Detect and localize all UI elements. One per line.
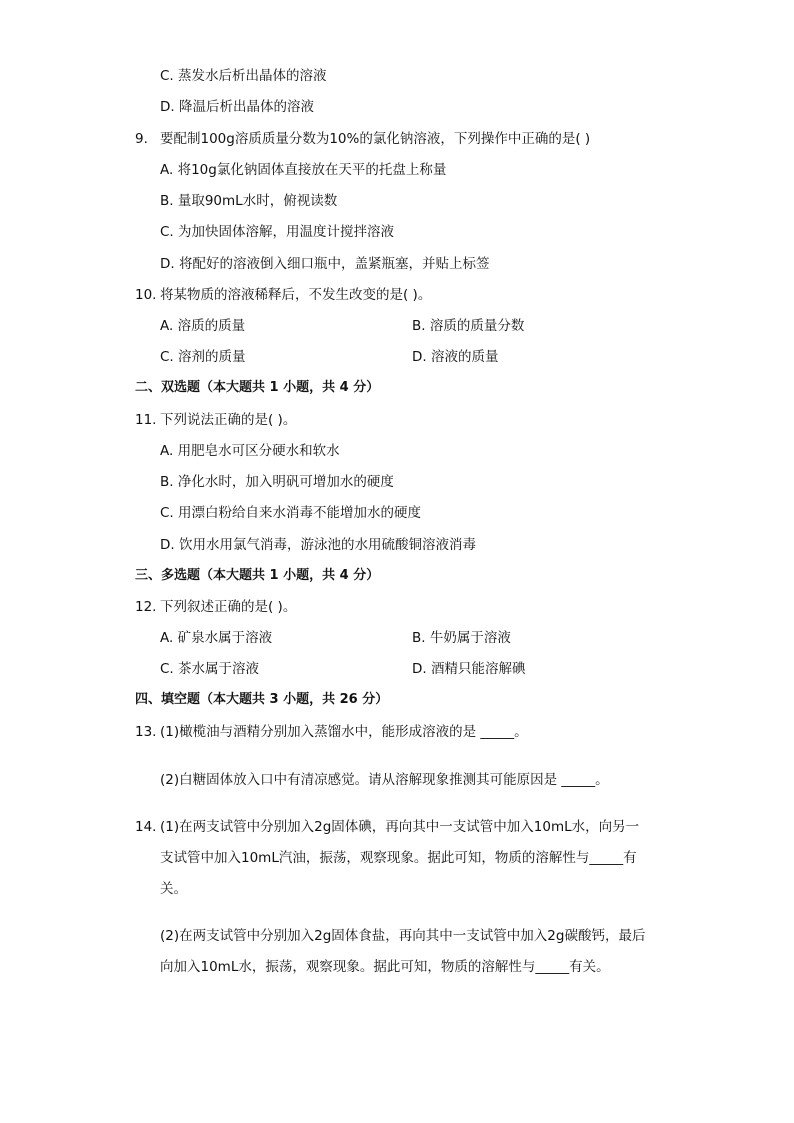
q9-stem: 要配制100g溶质质量分数为10%的氯化钠溶液，下列操作中正确的是( )	[160, 131, 591, 147]
q9-option-c: C. 为加快固体溶解，用温度计搅拌溶液	[160, 224, 395, 240]
q14-part1-line1: (1)在两支试管中分别加入2g固体碘，再向其中一支试管中加入10mL水，向另一	[160, 819, 640, 835]
section-heading-double-choice: 二、双选题（本大题共 1 小题，共 4 分）	[135, 380, 380, 395]
q13-part1: (1)橄榄油与酒精分别加入蒸馏水中，能形成溶液的是 _____。	[160, 724, 528, 740]
section-heading-fill-in: 四、填空题（本大题共 3 小题，共 26 分）	[135, 692, 389, 707]
q12-stem: 下列叙述正确的是( )。	[160, 599, 297, 615]
q10-number: 10.	[135, 287, 157, 303]
q9-option-b: B. 量取90mL水时，俯视读数	[160, 193, 338, 209]
q11-option-d: D. 饮用水用氯气消毒，游泳池的水用硫酸铜溶液消毒	[160, 537, 476, 553]
q8-option-c: C. 蒸发水后析出晶体的溶液	[160, 68, 327, 84]
q9-option-a: A. 将10g氯化钠固体直接放在天平的托盘上称量	[160, 162, 447, 178]
q14-number: 14.	[135, 819, 157, 835]
q10-stem: 将某物质的溶液稀释后，不发生改变的是( )。	[160, 287, 432, 303]
q11-option-b: B. 净化水时，加入明矾可增加水的硬度	[160, 474, 394, 490]
q14-part2-line2: 向加入10mL水，振荡，观察现象。据此可知，物质的溶解性与_____有关。	[160, 959, 610, 975]
q10-option-a: A. 溶质的质量	[160, 318, 246, 334]
q12-option-c: C. 茶水属于溶液	[160, 661, 260, 677]
q13-number: 13.	[135, 724, 157, 740]
q10-option-d: D. 溶液的质量	[412, 349, 499, 365]
section-heading-multiple-choice: 三、多选题（本大题共 1 小题，共 4 分）	[135, 568, 380, 583]
q9-number: 9.	[135, 131, 148, 147]
q12-option-a: A. 矿泉水属于溶液	[160, 630, 273, 646]
q12-option-b: B. 牛奶属于溶液	[412, 630, 511, 646]
q11-option-a: A. 用肥皂水可区分硬水和软水	[160, 443, 340, 459]
q10-option-c: C. 溶剂的质量	[160, 349, 246, 365]
q9-option-d: D. 将配好的溶液倒入细口瓶中，盖紧瓶塞，并贴上标签	[160, 256, 490, 272]
q11-number: 11.	[135, 412, 157, 428]
q14-part1-line2: 支试管中加入10mL汽油，振荡，观察现象。据此可知，物质的溶解性与_____有	[160, 850, 637, 866]
q14-part2-line1: (2)在两支试管中分别加入2g固体食盐，再向其中一支试管中加入2g碳酸钙，最后	[160, 928, 646, 944]
q13-part2: (2)白糖固体放入口中有清凉感觉。请从溶解现象推测其可能原因是 _____。	[160, 772, 609, 788]
q10-option-b: B. 溶质的质量分数	[412, 318, 525, 334]
q11-stem: 下列说法正确的是( )。	[160, 412, 297, 428]
q12-number: 12.	[135, 599, 157, 615]
q12-option-d: D. 酒精只能溶解碘	[412, 661, 526, 677]
q11-option-c: C. 用漂白粉给自来水消毒不能增加水的硬度	[160, 505, 422, 521]
q8-option-d: D. 降温后析出晶体的溶液	[160, 99, 314, 115]
q14-part1-line3: 关。	[160, 881, 187, 897]
